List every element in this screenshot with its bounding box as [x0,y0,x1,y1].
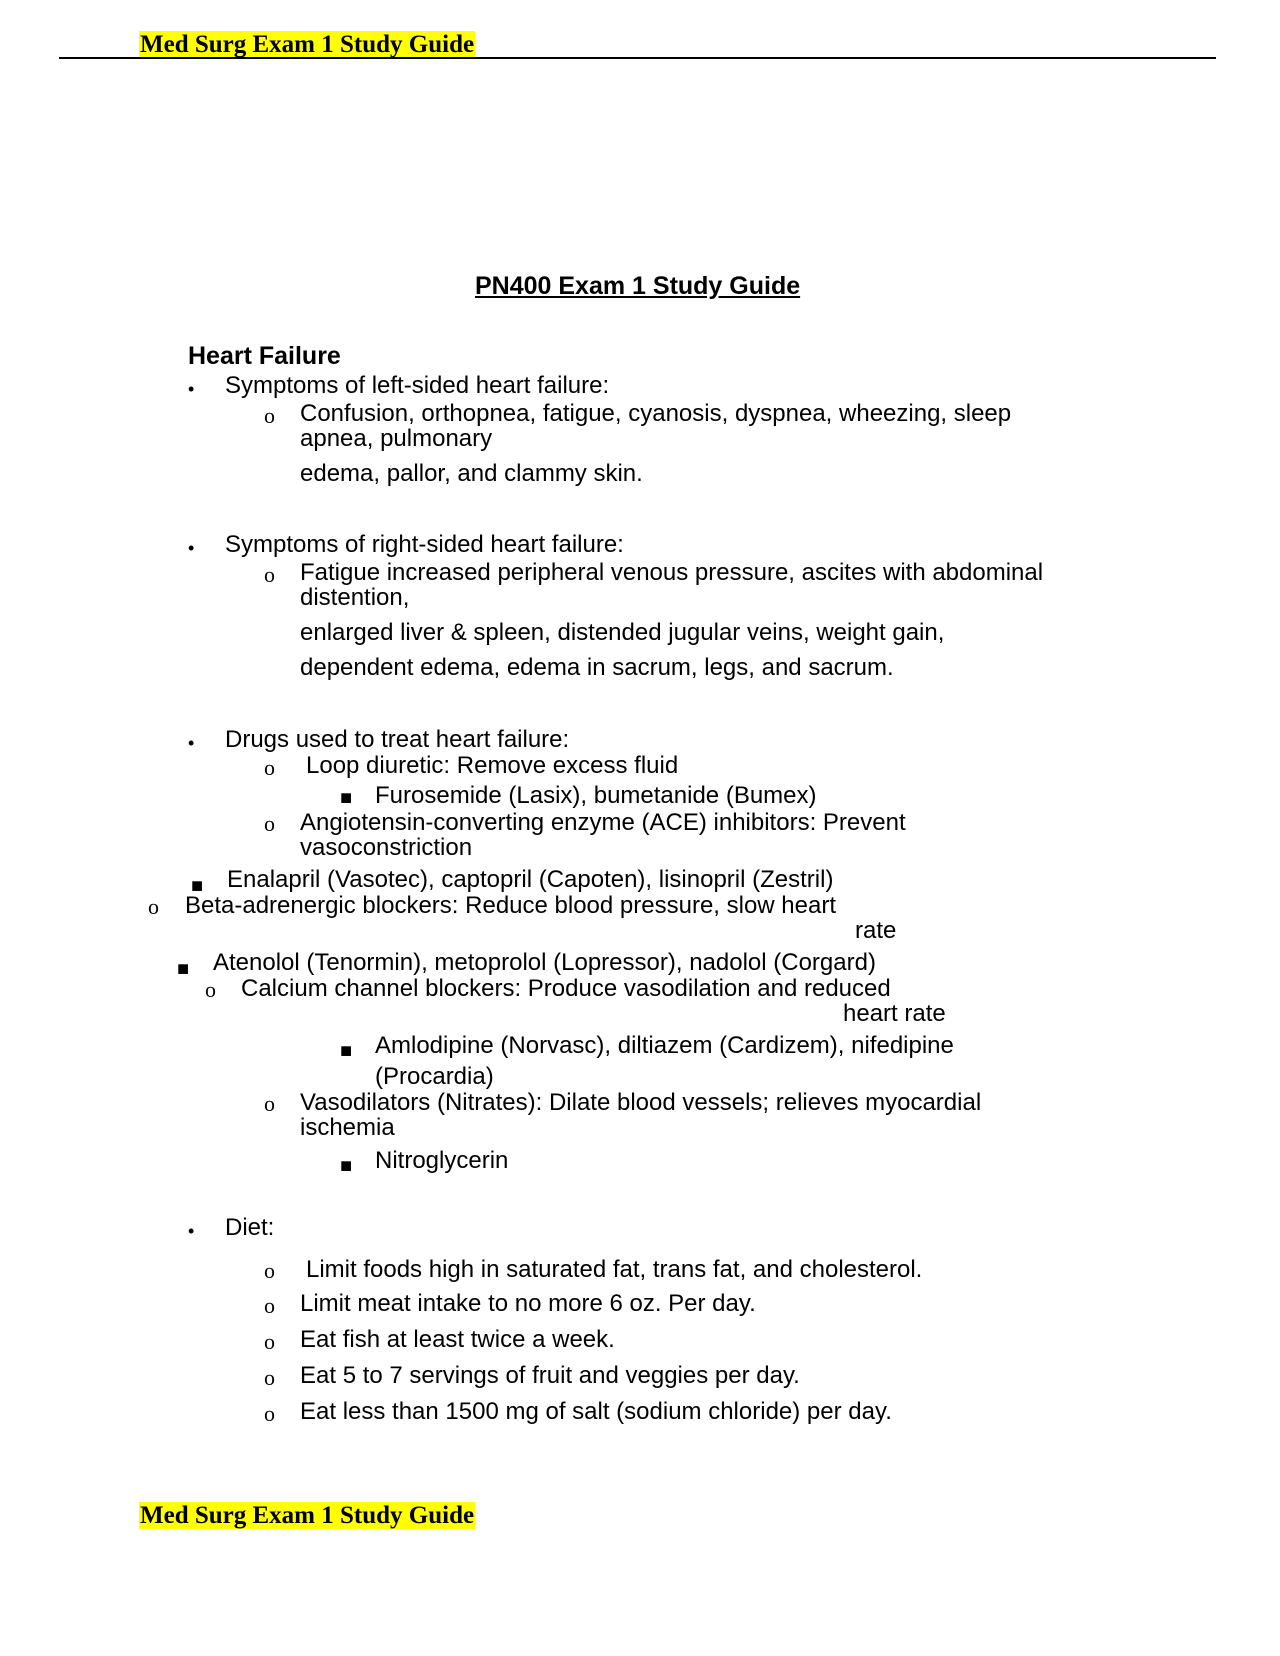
square-marker: ■ [340,787,353,809]
page-header [139,31,475,59]
bullet-marker: • [188,379,195,399]
drugs-label: Drugs used to treat heart failure: [225,726,570,753]
circle-marker: o [264,1091,275,1116]
diet-item: Eat fish at least twice a week. [300,1326,615,1353]
circle-marker: o [264,1401,275,1426]
bullet-marker: • [188,1221,195,1241]
vaso-examples: Nitroglycerin [375,1147,509,1174]
circle-marker: o [148,894,159,919]
beta-line1: Beta-adrenergic blockers: Reduce blood pressure, slow heart [185,892,837,919]
diet-item: Limit meat intake to no more 6 oz. Per day. [300,1290,756,1317]
square-marker: ■ [340,1040,353,1062]
loop-diuretic: Loop diuretic: Remove excess fluid [306,752,679,779]
ccb-examples-line1: Amlodipine (Norvasc), diltiazem (Cardizem), nifedipine [375,1032,954,1059]
bullet-marker: • [188,733,195,753]
circle-marker: o [264,811,275,836]
square-marker: ■ [191,875,204,897]
right-hf-line1: Fatigue increased peripheral venous pressure, ascites with abdominal [300,559,1044,586]
header-rule [59,57,1216,59]
vaso-line1: Vasodilators (Nitrates): Dilate blood vessels; relieves myocardial [300,1089,982,1116]
square-marker: ■ [340,1155,353,1177]
right-hf-label: Symptoms of right-sided heart failure: [225,531,624,558]
ace-examples: Enalapril (Vasotec), captopril (Capoten), lisinopril (Zestril) [227,866,834,893]
page-footer [139,1502,475,1530]
left-hf-line1: Confusion, orthopnea, fatigue, cyanosis, dyspnea, wheezing, sleep [300,400,1012,427]
diet-label: Diet: [225,1214,275,1241]
right-hf-line4: dependent edema, edema in sacrum, legs, and sacrum. [300,654,894,681]
ccb-examples-line2: (Procardia) [375,1063,494,1090]
beta-line2: rate [855,917,897,944]
circle-marker: o [264,1329,275,1354]
section-heading: Heart Failure [188,342,341,370]
circle-marker: o [264,1258,275,1283]
left-hf-line3: edema, pallor, and clammy skin. [300,460,643,487]
header-text: Med Surg Exam 1 Study Guide [140,31,475,58]
loop-examples: Furosemide (Lasix), bumetanide (Bumex) [375,782,817,809]
diet-item: Limit foods high in saturated fat, trans fat, and cholesterol. [306,1256,923,1283]
circle-marker: o [205,977,216,1002]
ccb-line1: Calcium channel blockers: Produce vasodilation and reduced [241,975,891,1002]
vaso-line2: ischemia [300,1114,395,1141]
right-hf-line2: distention, [300,584,410,611]
diet-item: Eat less than 1500 mg of salt (sodium chloride) per day. [300,1398,892,1425]
ace-line1: Angiotensin-converting enzyme (ACE) inhibitors: Prevent [300,809,906,836]
circle-marker: o [264,1293,275,1318]
left-hf-line2: apnea, pulmonary [300,425,493,452]
ccb-line2: heart rate [843,1000,946,1027]
left-hf-label: Symptoms of left-sided heart failure: [225,372,610,399]
footer-text: Med Surg Exam 1 Study Guide [140,1502,475,1529]
circle-marker: o [264,1365,275,1390]
circle-marker: o [264,562,275,587]
bullet-marker: • [188,538,195,558]
square-marker: ■ [177,958,190,980]
circle-marker: o [264,403,275,428]
diet-item: Eat 5 to 7 servings of fruit and veggies per day. [300,1362,800,1389]
right-hf-line3: enlarged liver & spleen, distended jugular veins, weight gain, [300,619,945,646]
document-title: PN400 Exam 1 Study Guide [475,272,801,300]
beta-examples: Atenolol (Tenormin), metoprolol (Lopressor), nadolol (Corgard) [213,949,876,976]
circle-marker: o [264,755,275,780]
ace-line2: vasoconstriction [300,834,473,861]
